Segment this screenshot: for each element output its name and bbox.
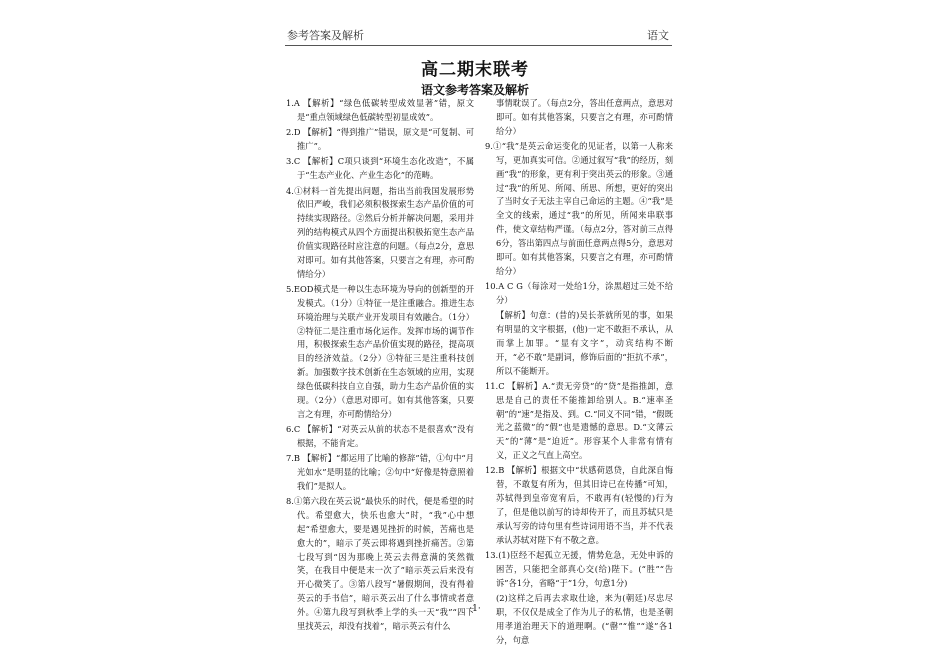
answer-item-1: 1.A 【解析】“绿色低碳转型成效显著”错，原文是“重点领域绿色低碳转型初显成效”。 <box>286 98 474 122</box>
left-column <box>286 97 474 635</box>
document-title: 高二期末联考 <box>421 60 529 80</box>
answer-item-3: 3.C 【解析】C项只谈到“环境生态化改造”，不属于“生态产业化、产业生态化”的范畴。 <box>286 156 474 181</box>
answer-item-13-1: 13.(1)臣经不起孤立无援，情势危急，无处申诉的困苦，只能把全部真心交(给)陛下。(“胜”“告诉”各1分，省略“于”1分，句意1分) <box>485 550 673 588</box>
answer-item-8: 8.①第六段在英云说“最快乐的时代，便是希望的时代。希望愈大，快乐也愈大”时，“我”心中想起“希望愈大，要是遇见挫折的时候，苦痛也是愈大的”，暗示了英云即将遇到挫折痛苦。②第七段写到“因为那晚上英云去得意满的笑然微笑，在我目中便是末一次了”暗示英云后来没有开心微笑了。③第八段写“暑假期间，没有得着英云的手书信”，暗示英云出了什么事情或者意外。④第九段写到秋季上学的头一天“我”“四下里找英云，却没有找着”，暗示英云有什么 <box>286 496 474 631</box>
answer-item-6: 6.C 【解析】“对英云从前的状态不是很喜欢”没有根据，不能肯定。 <box>286 423 474 448</box>
answer-item-8-continued: 事情耽误了。（每点2分，答出任意两点，意思对即可。如有其他答案，只要言之有理，亦可酌情给分） <box>496 98 673 136</box>
answer-item-12: 12.B 【解析】根据文中“状感荷恩贷，自此深自悔替，不敢复有所为，但其旧诗已在传播”可知，苏轼得到皇帝宽宥后，不敢再有(轻慢的)行为了，但是他以前写的诗却传开了，而且苏轼只是承认写旁的诗句里有些诗词用语不当，并不代表承认苏轼对陛下有不敬之意。 <box>485 465 673 545</box>
answer-item-2: 2.D 【解析】“得到推广”错误，原文是“可复制、可推广”。 <box>286 127 474 152</box>
answer-item-5: 5.EOD模式是一种以生态环境为导向的创新型的开发模式。（1分）①特征一是注重融合。推进生态环境治理与关联产业开发项目有效融合。（1分）②特征二是注重市场化运作。发挥市场的调节作用，积极探索生态产品价值实现的路径，提高项目的经济效益。（2分）③特征三是注重科技创新。加强数字技术创新在生态领域的应用，实现绿色低碳科技自立自强，助力生态产品价值的实现。（2分）（意思对即可。如有其他答案，只要言之有理，亦可酌情给分） <box>286 283 474 419</box>
answer-item-10: 10.A C G（每涂对一处给1分，涂黑超过三处不给分） <box>485 280 673 305</box>
header-left: 参考答案及解析 <box>287 29 364 42</box>
page-number: ·1· <box>469 604 481 614</box>
answer-item-9: 9.①“我”是英云命运变化的见证者，以第一人称来写，更加真实可信。②通过叙写“我”的经历，刻画“我”的形象，更有利于突出英云的形象。③通过“我”的所见、所闻、所思、所想，更好的突出了当时女子无法主宰自己命运的主题。④“我”是全文的线索，通过“我”的所见，所闻来串联事件，使文章结构严谨。（每点2分，答对前三点得6分，答出第四点与前面任意两点得5分，意思对即可。如有其他答案，只要言之有理，亦可酌情给分） <box>485 141 673 276</box>
answer-item-10-analysis: 【解析】句意：(昔的)吴长荼就所见的事，如果有明显的文字根据，(他)一定不敢拒不承认，从而掌上加罪。“显有文字”，动宾结构不断开，“必不敢”是副词，修饰后面的“拒抗不承”，所以不能断开。 <box>496 310 673 376</box>
header-divider <box>285 45 672 46</box>
answer-item-4: 4.①材料一首先提出问题，指出当前我国发展形势依旧严峻，我们必须积极探索生态产品价值的可持续实现路径。②然后分析并解决问题，采用并列的结构模式从四个方面提出积极拓宽生态产品价值实现路径时应注意的问题。（每点2分，意思对即可。如有其他答案，只要言之有理，亦可酌情给分） <box>286 185 474 279</box>
right-column <box>485 97 673 649</box>
document-subtitle: 语文参考答案及解析 <box>420 83 529 97</box>
answer-item-13-2: (2)这样之后再去求取仕途，来为(朝廷)尽忠尽职，不仅仅是成全了作为儿子的私情，也是圣朝用孝道治理天下的道理啊。(“罄”“惟”“遂”各1分，句意 <box>496 593 673 645</box>
answer-item-11: 11.C 【解析】A.“责无旁贷”的“贷”是指推卸，意思是自己的责任不能推卸给别人。B.“速率圣朝”的“速”是指及、到。C.“同义不同”错，“假既光之蓝微”的“假”也是遗憾的意思。D.“文薄云天”的“薄”是“迫近”。形容某个人非常有情有义，正义之气直上高空。 <box>485 380 673 461</box>
header-right: 语文 <box>647 29 669 42</box>
answer-item-7: 7.B 【解析】“都运用了比喻的修辞”错，①句中“月光如水”是明显的比喻；②句中“好像是特意照着我们”是拟人。 <box>286 453 474 491</box>
